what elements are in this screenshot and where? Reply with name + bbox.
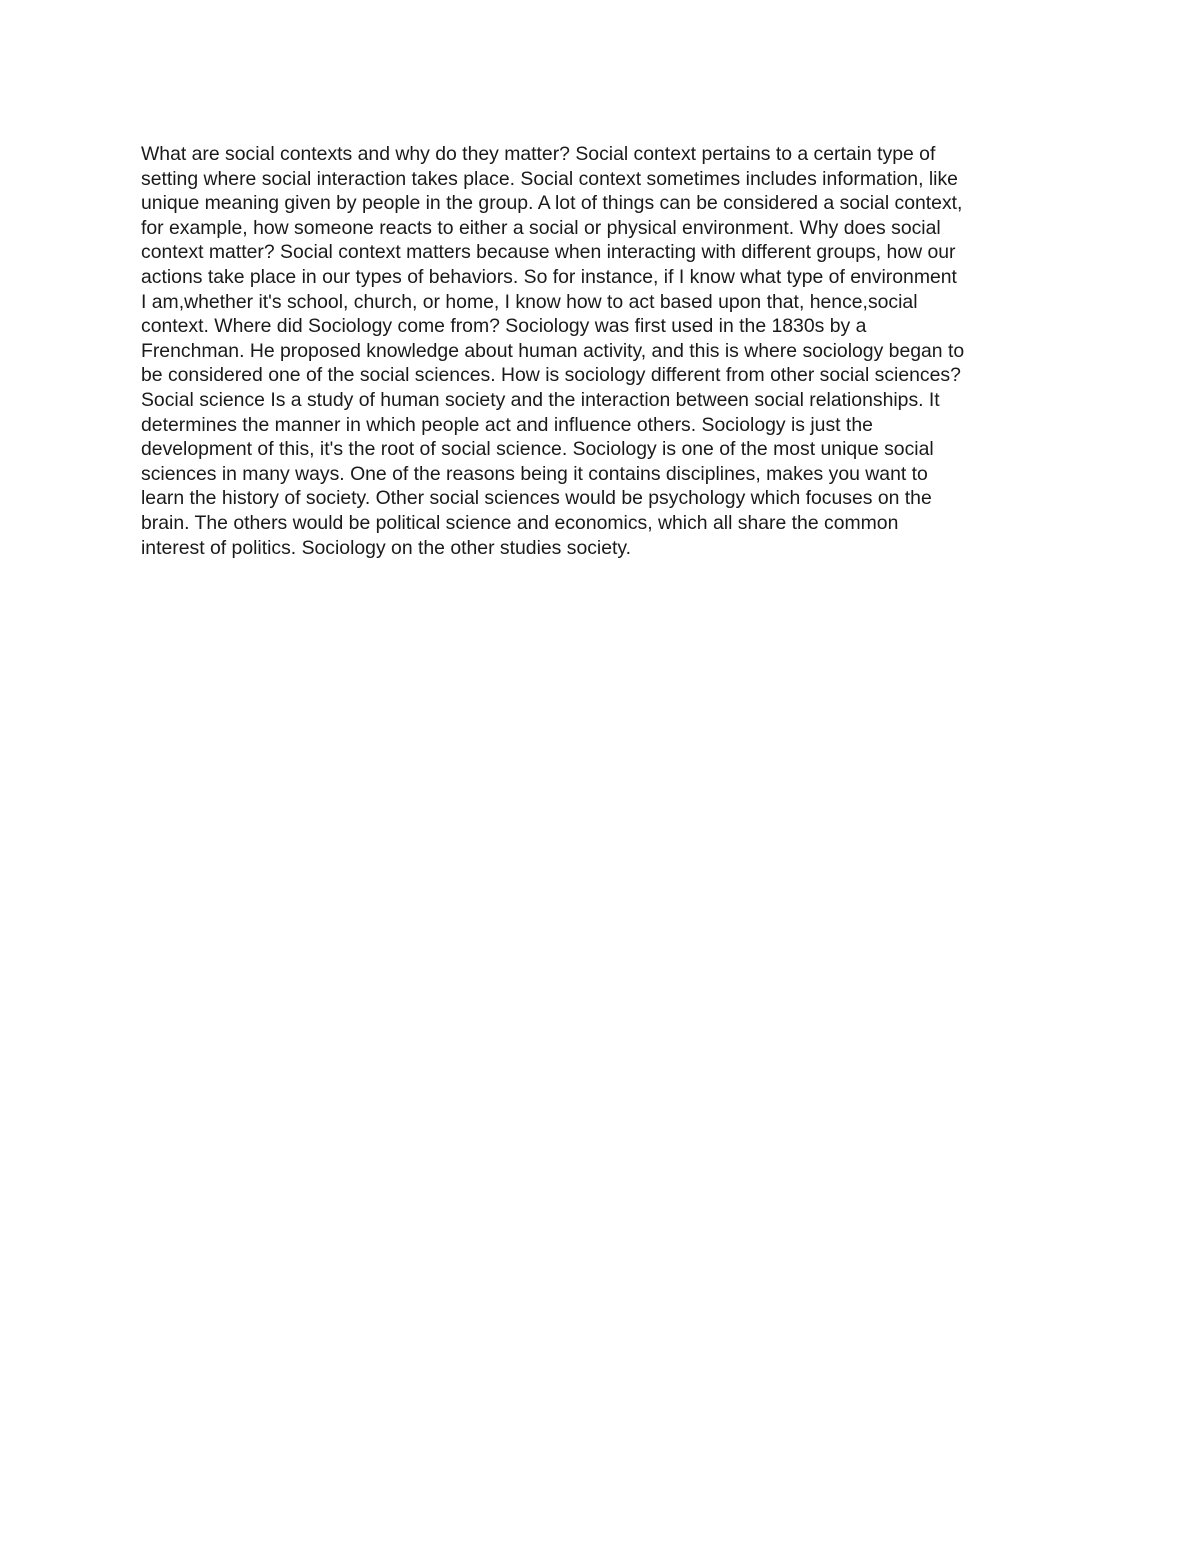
paragraph-line: context matter? Social context matters because when interacting with different groups, how our (141, 241, 956, 264)
paragraph-line: be considered one of the social sciences. How is sociology different from other social sciences? (141, 364, 961, 387)
paragraph-line: Social science Is a study of human society and the interaction between social relationships. It (141, 388, 940, 411)
paragraph-line: determines the manner in which people act and influence others. Sociology is just the (141, 413, 873, 436)
paragraph-line: for example, how someone reacts to either a social or physical environment. Why does social (141, 216, 941, 239)
paragraph-line: actions take place in our types of behaviors. So for instance, if I know what type of environment (141, 265, 957, 288)
paragraph-line: Frenchman. He proposed knowledge about human activity, and this is where sociology began to (141, 339, 965, 362)
paragraph-line: setting where social interaction takes place. Social context sometimes includes information, like (141, 167, 958, 190)
paragraph-line: sciences in many ways. One of the reasons being it contains disciplines, makes you want to (141, 462, 928, 485)
paragraph-line: context. Where did Sociology come from? Sociology was first used in the 1830s by a (141, 315, 867, 338)
paragraph-line: unique meaning given by people in the group. A lot of things can be considered a social context, (141, 192, 963, 215)
paragraph-line: brain. The others would be political science and economics, which all share the common (141, 511, 899, 534)
paragraph-line: I am,whether it's school, church, or home, I know how to act based upon that, hence,social (141, 290, 918, 313)
paragraph-line: What are social contexts and why do they matter? Social context pertains to a certain type of (141, 143, 936, 165)
paragraph-line: learn the history of society. Other social sciences would be psychology which focuses on the (141, 487, 932, 510)
paragraph-line: interest of politics. Sociology on the other studies society. (141, 536, 632, 559)
body-paragraph (141, 142, 1081, 560)
paragraph-line: development of this, it's the root of social science. Sociology is one of the most unique social (141, 438, 934, 461)
